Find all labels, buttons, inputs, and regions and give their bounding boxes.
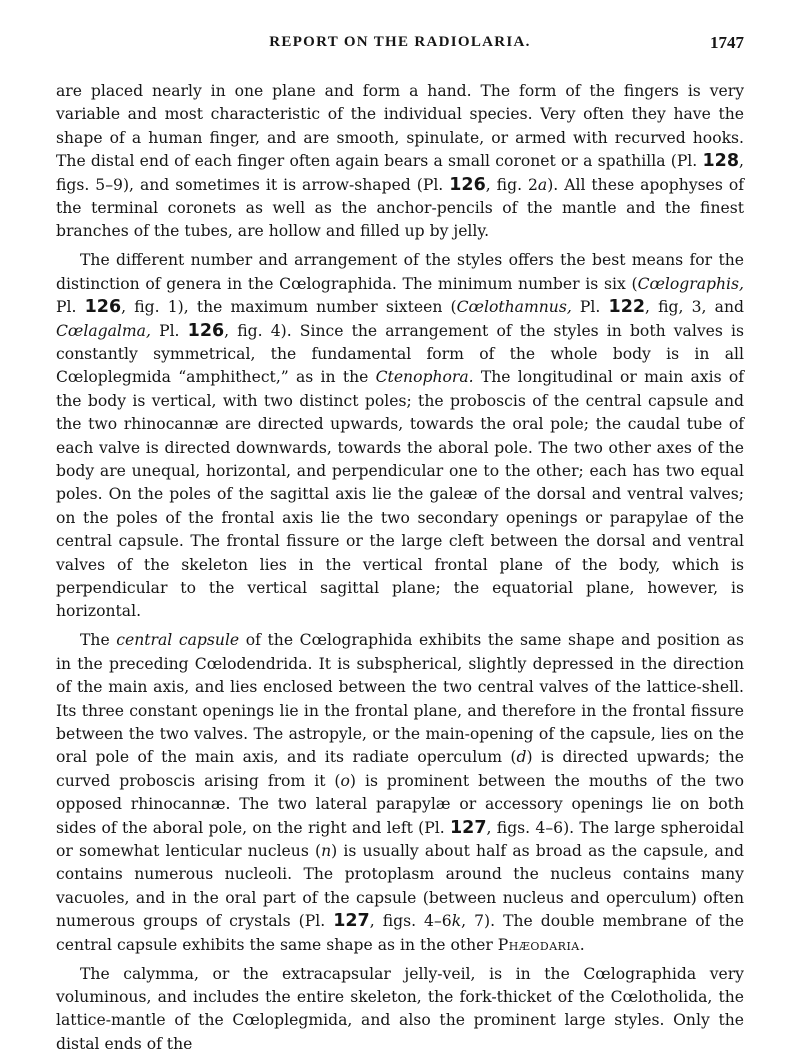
plate-number: 127 xyxy=(333,911,370,932)
italic-text: d xyxy=(516,748,527,767)
plate-number: 128 xyxy=(702,151,740,172)
text-run: , figs. 4–6). The large spheroidal or somewhat lenticular nucleus ( xyxy=(56,818,745,860)
text-run: Pl. xyxy=(56,298,85,317)
italic-text: Ctenophora. xyxy=(375,368,474,387)
text-run: , figs. 5–9), and sometimes it is arrow-shaped (Pl. xyxy=(56,152,744,194)
italic-text: Cœlothamnus, xyxy=(456,298,572,317)
plate-number: 122 xyxy=(608,297,646,318)
plate-number: 126 xyxy=(449,174,486,195)
plate-number: 126 xyxy=(84,297,122,318)
text-run: , figs. 4–6 xyxy=(369,912,452,931)
italic-text: a xyxy=(537,175,548,194)
text-run: ) is directed upwards; the curved proboscis arising from it ( xyxy=(56,748,744,790)
text-run: , fig. 2 xyxy=(485,175,538,194)
paragraph-3 xyxy=(56,629,744,957)
italic-text: central capsule xyxy=(116,631,240,650)
italic-text: Cœlographis, xyxy=(637,274,744,293)
text-run: of the Cœlographida exhibits the same shape and position as in the preceding Cœlodendrida. It is subspherical, slightly depressed in the direction of the main axis, and lies enclosed between the two central valves of the lattice-shell. Its three constant openings lie in the frontal plane, and therefore in the frontal fissure between the two valves. The astropyle, or the main-opening of the capsule, lies on the oral pole of the main axis, and its radiate operculum ( xyxy=(56,631,744,767)
paragraph-1 xyxy=(56,80,744,244)
page-number: 1747 xyxy=(710,33,744,52)
body-text xyxy=(56,80,744,1062)
small-caps-text: Phæodaria xyxy=(497,935,580,954)
text-run: Pl. xyxy=(150,321,188,340)
text-run: The xyxy=(80,631,117,650)
text-run: ). All these apophyses of the terminal coronets as well as the anchor-pencils of the mantle and the finest branches of the tubes, are hollow and filled up by jelly. xyxy=(56,175,744,241)
italic-text: o xyxy=(340,771,350,790)
italic-text: n xyxy=(321,842,332,860)
plate-number: 127 xyxy=(450,817,487,838)
text-run: ) is usually about half as broad as the capsule, and contains numerous nucleoli. The protoplasm around the nucleus contains many vacuoles, and in the oral part of the capsule (between nucleus and operculum) often numerous groups of crystals (Pl. xyxy=(56,842,744,931)
plate-number: 126 xyxy=(187,320,225,341)
paragraph-4 xyxy=(56,963,744,1057)
italic-text: k xyxy=(451,912,462,931)
text-run: ) is prominent between the mouths of the two opposed rhinocannæ. The two lateral parapylæ or accessory openings lie on both sides of the aboral pole, on the right and left (Pl. xyxy=(56,771,745,837)
page-header xyxy=(56,34,744,58)
text-run: Pl. xyxy=(571,298,609,317)
text-run: The different number and arrangement of the styles offers the best means for the distinction of genera in the Cœlographida. The minimum number is six ( xyxy=(56,251,744,293)
text-run: The calymma, or the extracapsular jelly-veil, is in the Cœlographida very voluminous, and includes the entire skeleton, the fork-thicket of the Cœlotholida, the lattice-mantle of the Cœloplegmida, and also the prominent large styles. Only the distal ends of the xyxy=(56,964,744,1053)
text-run: . xyxy=(579,935,585,954)
text-run: , fig. 4). Since the arrangement of the styles in both valves is constantly symmetrical, the fundamental form of the whole body is in all Cœloplegmida “amphithect,” as in the xyxy=(56,321,744,387)
text-run: , fig, 3, and xyxy=(645,298,744,317)
paragraph-2 xyxy=(56,249,744,624)
running-title: REPORT ON THE RADIOLARIA. xyxy=(269,34,531,50)
text-run: are placed nearly in one plane and form a hand. The form of the fingers is very variable and most characteristic of the individual species. Very often they have the shape of a human finger, and are smooth, spinulate, or armed with recurved hooks. The distal end of each finger often again bears a small coronet or a spathilla (Pl. xyxy=(56,82,744,171)
italic-text: Cœlagalma, xyxy=(56,321,151,340)
text-run: The longitudinal or main axis of the body is vertical, with two distinct poles; the proboscis of the central capsule and the two rhinocannæ are directed upwards, towards the oral pole; the caudal tube of each valve is directed downwards, towards the aboral pole. The two other axes of the body are unequal, horizontal, and perpendicular one to the other; each has two equal poles. On the poles of the sagittal axis lie the galeæ of the dorsal and ventral valves; on the poles of the frontal axis lie the two secondary openings or parapylae of the central capsule. The frontal fissure or the large cleft between the dorsal and ventral valves of the skeleton lies in the vertical frontal plane of the body, which is perpendicular to the vertical sagittal plane; the equatorial plane, however, is horizontal. xyxy=(56,368,744,621)
text-run: , fig. 1), the maximum number sixteen ( xyxy=(121,298,457,317)
text-run: , 7). The double membrane of the central capsule exhibits the same shape as in the other xyxy=(56,912,744,954)
